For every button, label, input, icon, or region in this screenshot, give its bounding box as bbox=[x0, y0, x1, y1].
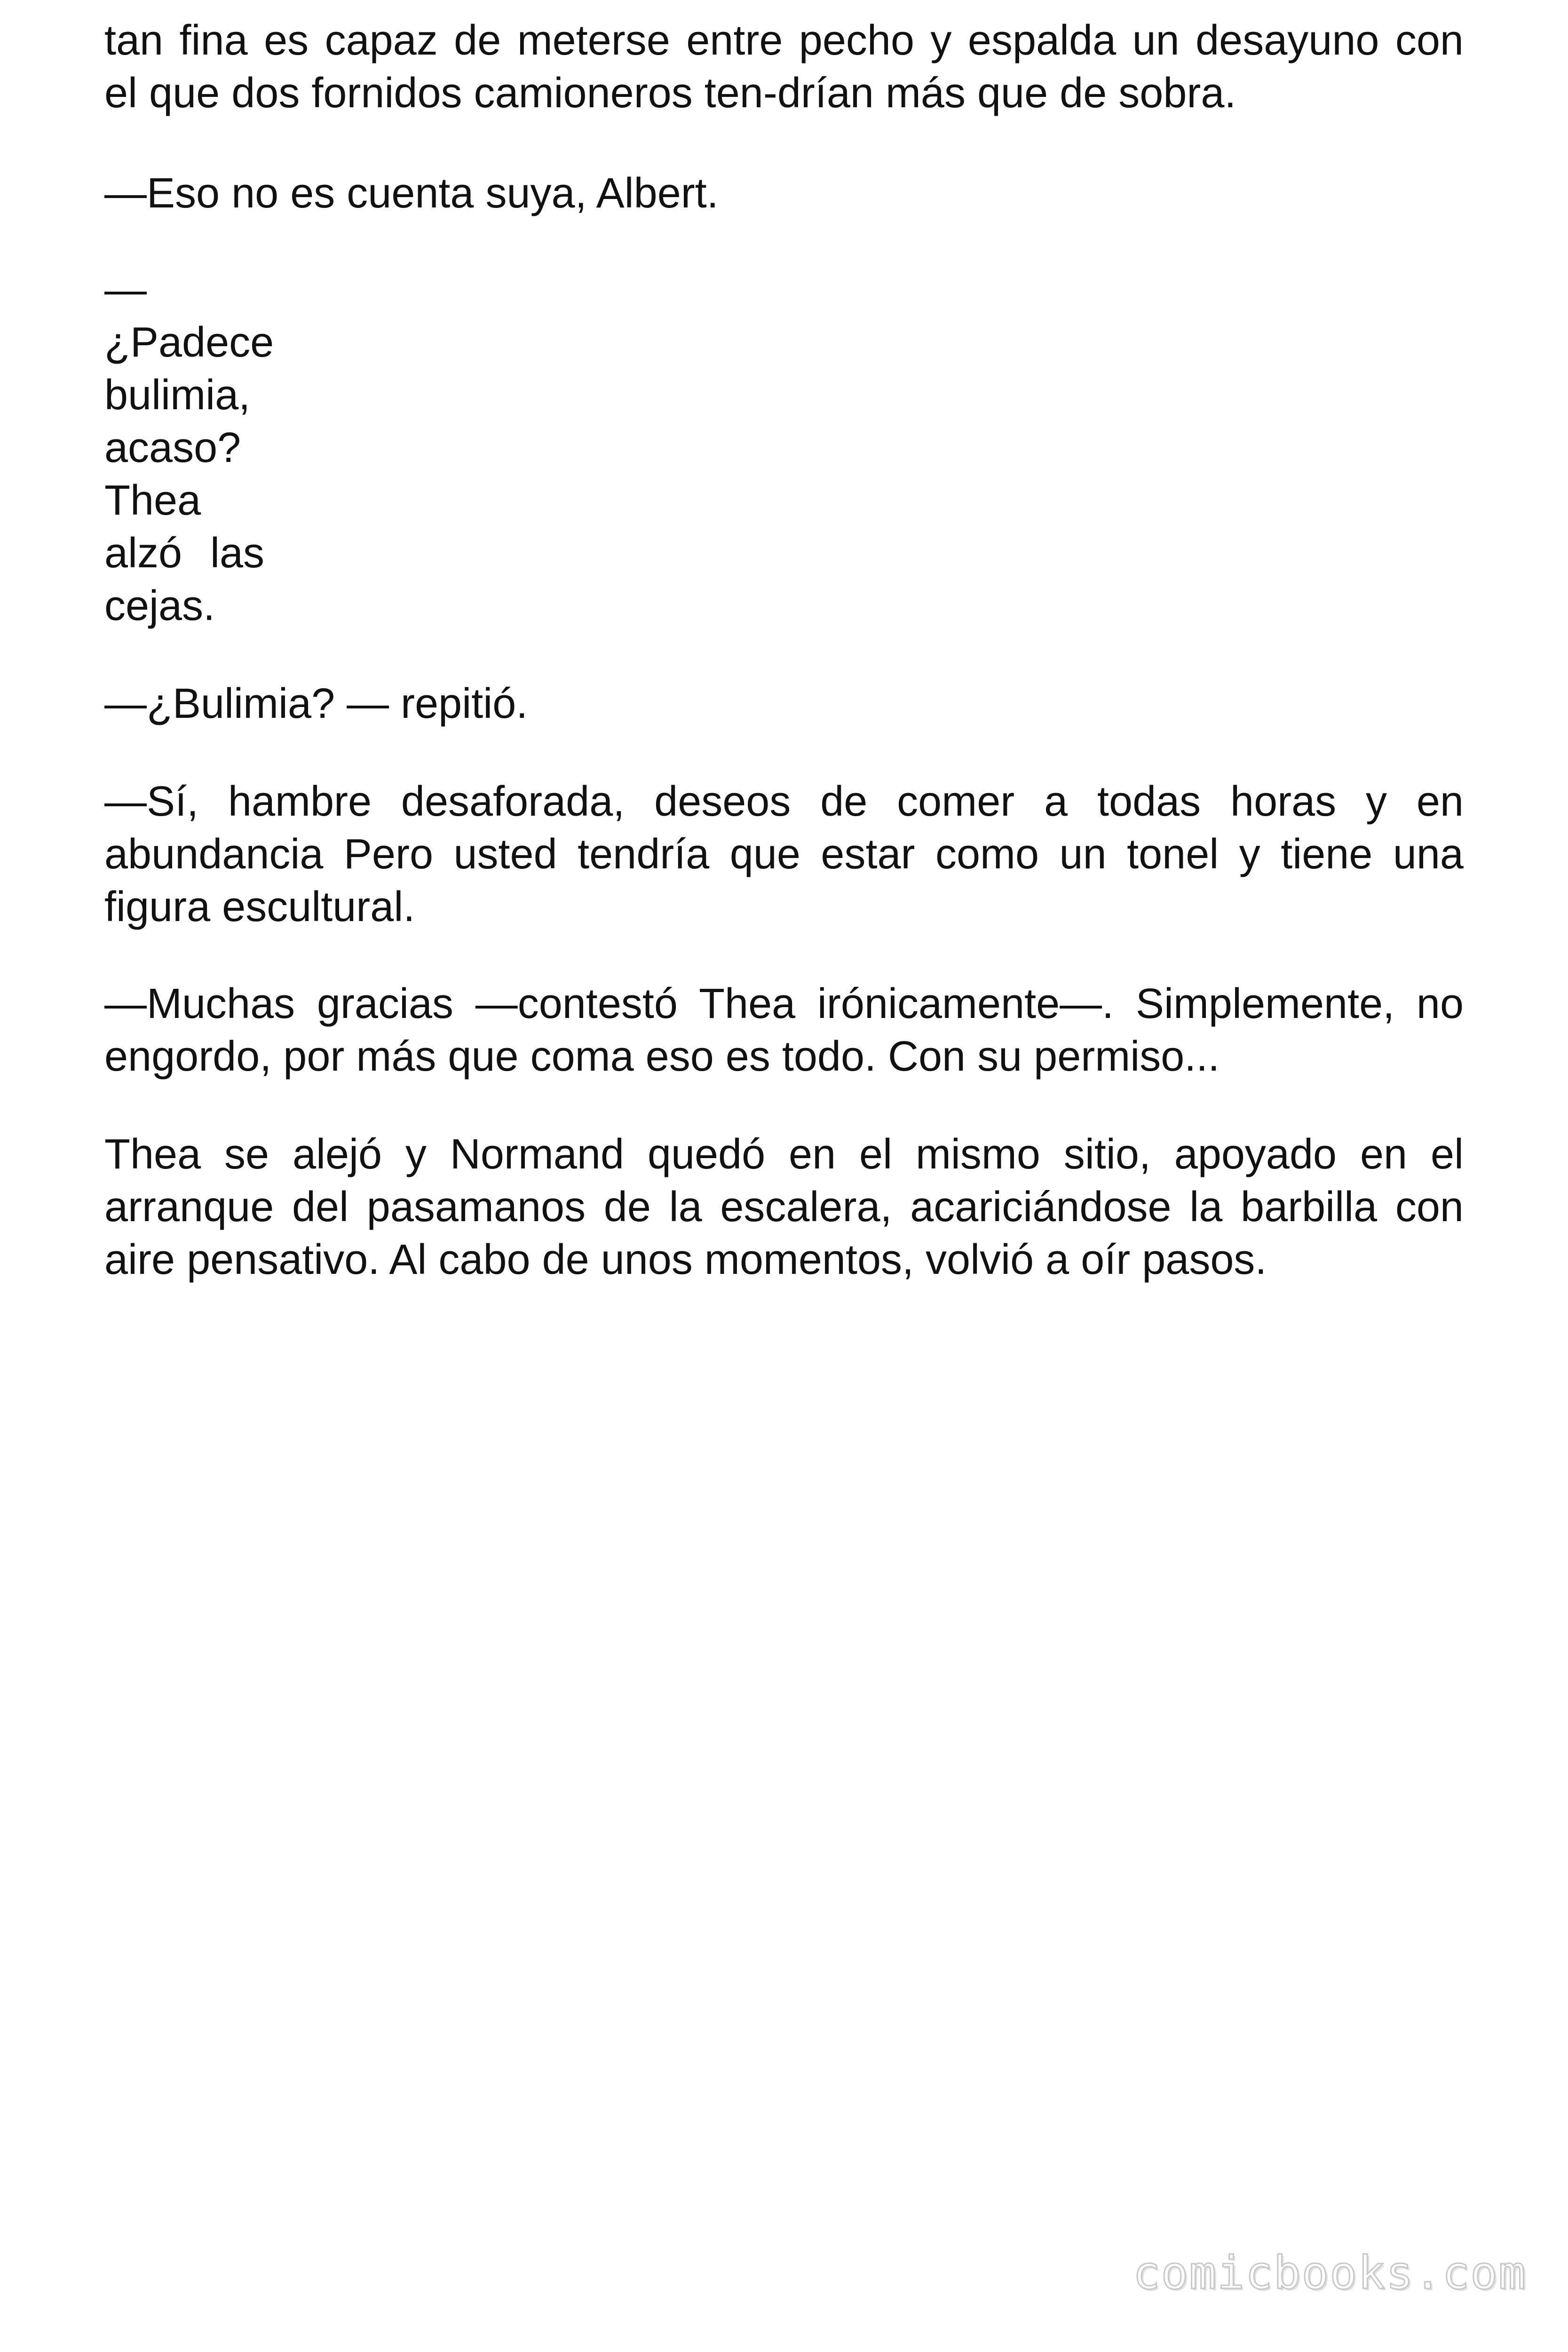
text-line: — bbox=[104, 266, 147, 313]
text-line: arranque del pasamanos de la escalera, acariciándose la barbilla con bbox=[104, 1184, 1464, 1231]
paragraph-4 bbox=[104, 677, 1464, 730]
text-line: acaso? bbox=[104, 424, 241, 471]
text-line: —¿Bulimia? — repitió. bbox=[104, 680, 528, 727]
paragraph-6 bbox=[104, 977, 1464, 1083]
text-line: —Sí, hambre desaforada, deseos de comer a todas horas y en bbox=[104, 778, 1464, 825]
text-line: ¿Padece bbox=[104, 319, 274, 366]
text-line: —Muchas gracias —contestó Thea irónicamente—. Simplemente, no bbox=[104, 980, 1464, 1027]
watermark: comicbooks.com bbox=[1132, 2247, 1527, 2299]
text-line: —Eso no es cuenta suya, Albert. bbox=[104, 170, 719, 217]
text-line: abundancia Pero usted tendría que estar como un tonel y tiene una bbox=[104, 831, 1464, 878]
paragraph-1 bbox=[104, 14, 1464, 119]
text-line: tan fina es capaz de meterse entre pecho y espalda un desayuno con bbox=[104, 17, 1464, 64]
text-line: Thea se alejó y Normand quedó en el mismo sitio, apoyado en el bbox=[104, 1131, 1464, 1178]
text-line: aire pensativo. Al cabo de unos momentos, volvió a oír pasos. bbox=[104, 1236, 1267, 1283]
paragraph-7 bbox=[104, 1128, 1464, 1286]
text-line: el que dos fornidos camioneros ten-drían más que de sobra. bbox=[104, 70, 1236, 117]
text-line: engordo, por más que coma eso es todo. Con su permiso... bbox=[104, 1033, 1220, 1080]
paragraph-3 bbox=[104, 263, 283, 632]
text-line: Thea bbox=[104, 477, 201, 524]
text-line: cejas. bbox=[104, 582, 215, 629]
paragraph-2 bbox=[104, 167, 1464, 220]
paragraph-5 bbox=[104, 775, 1464, 933]
text-line: figura escultural. bbox=[104, 883, 415, 930]
text-line: bulimia, bbox=[104, 372, 251, 419]
text-line: alzó las bbox=[104, 530, 264, 577]
